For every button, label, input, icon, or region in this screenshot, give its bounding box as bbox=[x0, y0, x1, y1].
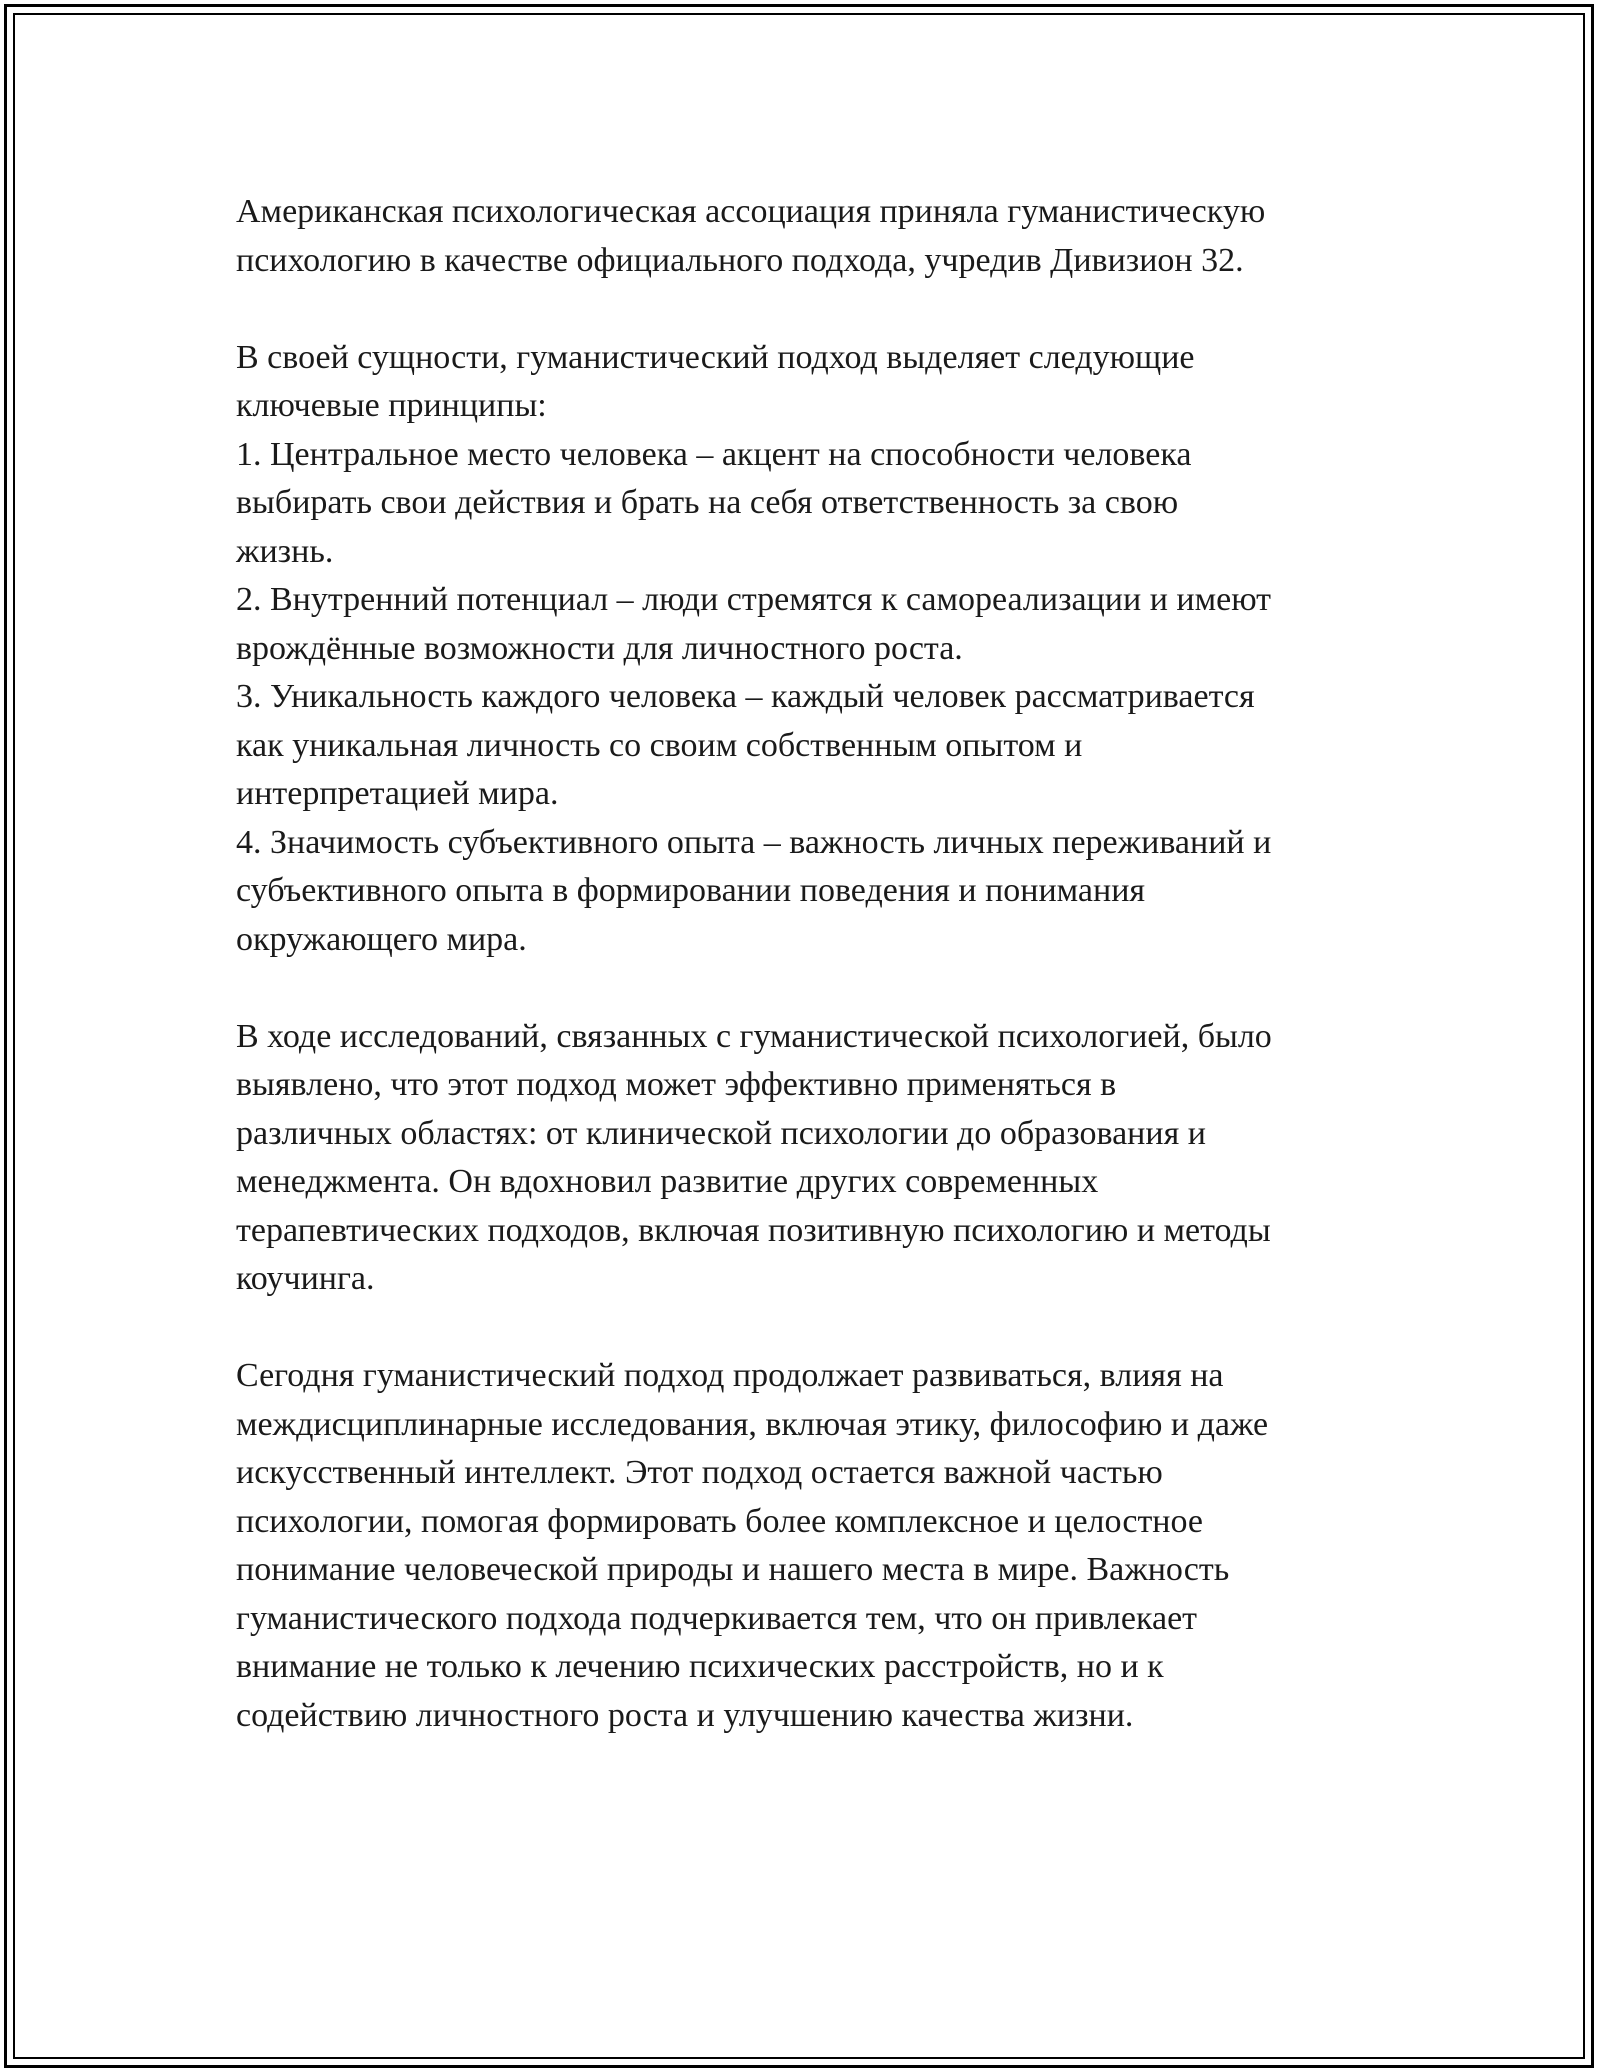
text-line: субъективного опыта в формировании поведения и понимания bbox=[236, 872, 1146, 909]
text-line: окружающего мира. bbox=[236, 920, 527, 958]
text-line: различных областях: от клинической психологии до образования и bbox=[236, 1114, 1206, 1152]
text-line: 4. Значимость субъективного опыта – важность личных переживаний и bbox=[236, 823, 1272, 861]
text-line: психологии, помогая формировать более комплексное и целостное bbox=[236, 1502, 1204, 1540]
text-line: 2. Внутренний потенциал – люди стремятся к самореализации и имеют bbox=[236, 581, 1272, 618]
text-line: терапевтических подходов, включая позитивную психологию и методы bbox=[236, 1211, 1271, 1249]
text-line: искусственный интеллект. Этот подход остается важной частью bbox=[236, 1454, 1163, 1491]
paragraph bbox=[236, 334, 1386, 965]
text-line: выбирать свои действия и брать на себя ответственность за свою bbox=[236, 484, 1179, 521]
paragraph-gap bbox=[236, 964, 1386, 1013]
text-line: врождённые возможности для личностного роста. bbox=[236, 629, 963, 667]
text-line: жизнь. bbox=[236, 532, 334, 570]
document-body bbox=[236, 188, 1386, 1740]
text-line: внимание не только к лечению психических расстройств, но и к bbox=[236, 1648, 1164, 1685]
text-line: психологию в качестве официального подхода, учредив Дивизион 32. bbox=[236, 241, 1244, 279]
text-line: В ходе исследований, связанных с гуманистической психологией, было bbox=[236, 1017, 1272, 1055]
text-line: менеджмента. Он вдохновил развитие других современных bbox=[236, 1163, 1099, 1200]
paragraph-gap bbox=[236, 285, 1386, 334]
text-line: понимание человеческой природы и нашего места в мире. Важность bbox=[236, 1551, 1230, 1588]
paragraph bbox=[236, 1013, 1386, 1304]
text-line: ключевые принципы: bbox=[236, 387, 547, 424]
text-line: выявлено, что этот подход может эффективно применяться в bbox=[236, 1066, 1117, 1103]
text-line: Американская психологическая ассоциация приняла гуманистическую bbox=[236, 193, 1266, 230]
text-line: коучинга. bbox=[236, 1260, 375, 1297]
text-line: как уникальная личность со своим собственным опытом и bbox=[236, 726, 1083, 764]
paragraph bbox=[236, 1352, 1386, 1740]
text-line: гуманистического подхода подчеркивается тем, что он привлекает bbox=[236, 1599, 1198, 1637]
text-line: 1. Центральное место человека – акцент на способности человека bbox=[236, 435, 1192, 473]
text-line: 3. Уникальность каждого человека – каждый человек рассматривается bbox=[236, 678, 1255, 715]
text-line: содействию личностного роста и улучшению качества жизни. bbox=[236, 1696, 1134, 1734]
text-line: интерпретацией мира. bbox=[236, 775, 559, 812]
paragraph-gap bbox=[236, 1304, 1386, 1353]
paragraph bbox=[236, 188, 1386, 285]
text-line: Сегодня гуманистический подход продолжает развиваться, влияя на bbox=[236, 1357, 1224, 1394]
text-line: В своей сущности, гуманистический подход выделяет следующие bbox=[236, 338, 1195, 376]
text-line: междисциплинарные исследования, включая этику, философию и даже bbox=[236, 1405, 1269, 1443]
